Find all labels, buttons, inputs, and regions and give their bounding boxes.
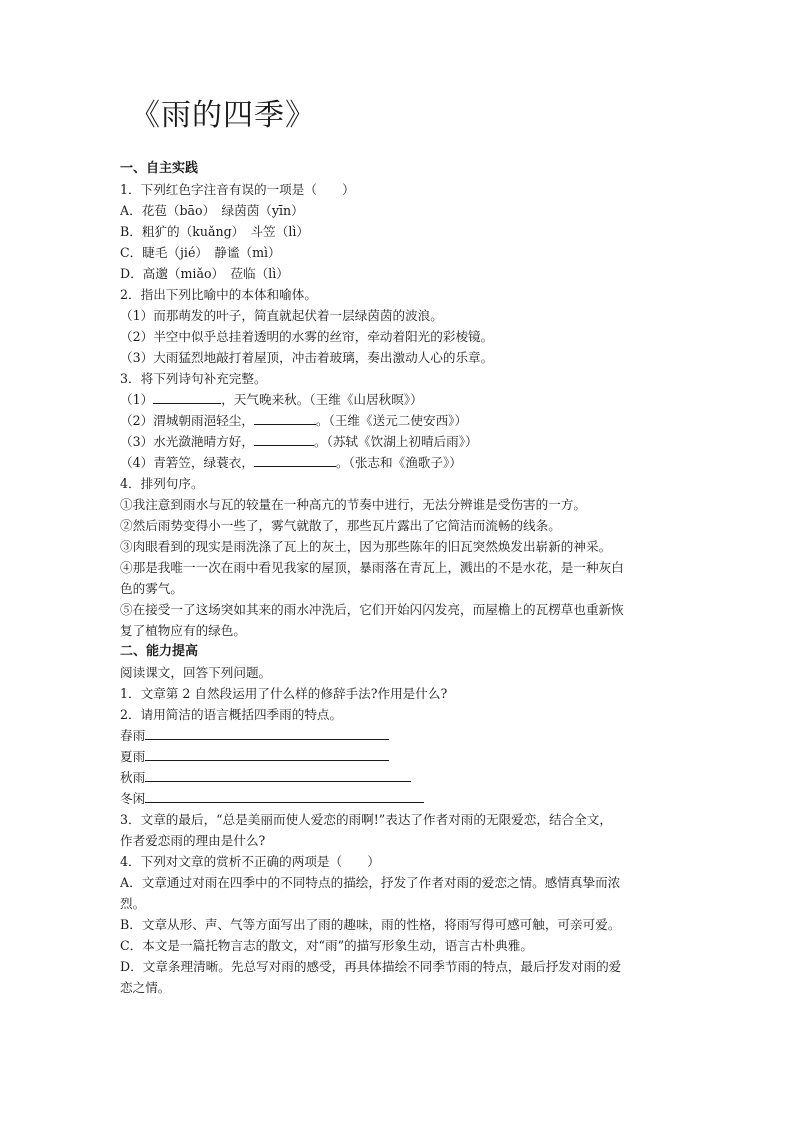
season-answer-row: [120, 788, 690, 809]
question-stem: 2．指出下列比喻中的本体和喻体。: [120, 287, 317, 302]
answer-blank[interactable]: [145, 746, 389, 761]
poem-item: [120, 389, 690, 410]
question-stem: 3．将下列诗句补充完整。: [120, 371, 267, 386]
answer-blank[interactable]: [254, 410, 316, 425]
season-label: 秋雨: [120, 770, 146, 785]
page-title: 《雨的四季》: [130, 98, 316, 133]
answer-blank[interactable]: [153, 389, 221, 404]
answer-blank[interactable]: [254, 431, 314, 446]
answer-blank[interactable]: [145, 788, 424, 803]
question-stem: 1．下列红色字注音有误的一项是（ ）: [120, 182, 355, 197]
option-b: B．粗犷的（kuǎng） 斗笠（lì）: [120, 224, 309, 239]
option-d-cont: 恋之情。: [120, 980, 171, 995]
answer-blank[interactable]: [145, 725, 389, 740]
poem-text: （2）渭城朝雨浥轻尘，: [120, 413, 254, 428]
option-d: D．文章条理清晰。先总写对雨的感受，再具体描绘不同季节雨的特点，最后抒发对雨的爱: [120, 959, 622, 974]
poem-text: 。（王维《送元二使安西》）: [315, 413, 468, 428]
question-stem: 4．下列对文章的赏析不正确的两项是（ ）: [120, 854, 380, 869]
poem-text: （4）青箬笠，绿蓑衣，: [120, 455, 254, 470]
sentence-item: ⑤在接受一了这场突如其来的雨水冲洗后，它们开始闪闪发亮，而屋檐上的瓦楞草也重新恢: [120, 602, 624, 617]
option-d: D．高邈（miǎo） 莅临（lì）: [120, 266, 289, 281]
poem-text: （1）: [120, 392, 154, 407]
worksheet-content: [120, 158, 690, 998]
sentence-item: ②然后雨势变得小一些了，雾气就散了，那些瓦片露出了它简洁而流畅的线条。: [120, 518, 561, 533]
poem-item: [120, 431, 690, 452]
option-a-cont: 烈。: [120, 896, 146, 911]
question-stem: 3．文章的最后，“总是美丽而使人爱恋的雨啊!”表达了作者对雨的无限爱恋，结合全文，: [120, 812, 612, 827]
question-stem: 1．文章第 2 自然段运用了什么样的修辞手法?作用是什么?: [120, 686, 448, 701]
reading-intro: 阅读课文，回答下列问题。: [120, 665, 272, 680]
section-heading: 二、能力提高: [120, 644, 199, 659]
sentence-item: ①我注意到雨水与瓦的较量在一种高亢的节奏中进行，无法分辨谁是受伤害的一方。: [120, 497, 586, 512]
metaphor-item: （3）大雨猛烈地敲打着屋顶，冲击着玻璃，奏出激动人心的乐章。: [120, 350, 494, 365]
option-b: B．文章从形、声、气等方面写出了雨的趣味，雨的性格，将雨写得可感可触，可亲可爱。: [120, 917, 621, 932]
season-label: 冬闲: [120, 791, 146, 806]
sentence-item-cont: 复了植物应有的绿色。: [120, 623, 246, 638]
season-label: 夏雨: [120, 749, 146, 764]
option-a: A．文章通过对雨在四季中的不同特点的描绘，抒发了作者对雨的爱恋之情。感情真挚而浓: [120, 875, 621, 890]
poem-text: 。（张志和《渔歌子》）: [335, 455, 462, 470]
season-answer-row: [120, 725, 690, 746]
answer-blank[interactable]: [254, 452, 336, 467]
option-a: A．花苞（bāo） 绿茵茵（yīn）: [120, 203, 304, 218]
sentence-item-cont: 色的雾气。: [120, 581, 183, 596]
poem-text: 。（苏轼《饮湖上初晴后雨》）: [313, 434, 478, 449]
option-c: C．睫毛（jié） 静谧（mì）: [120, 245, 281, 260]
season-answer-row: [120, 746, 690, 767]
metaphor-item: （1）而那萌发的叶子，简直就起伏着一层绿茵茵的波浪。: [120, 308, 443, 323]
poem-item: [120, 410, 690, 431]
question-stem: 2．请用简洁的语言概括四季雨的特点。: [120, 707, 343, 722]
sentence-item: ④那是我唯一一次在雨中看见我家的屋顶，暴雨落在青瓦上，溅出的不是水花，是一种灰白: [120, 560, 624, 575]
season-answer-row: [120, 767, 690, 788]
option-c: C．本文是一篇托物言志的散文，对“雨”的描写形象生动，语言古朴典雅。: [120, 938, 533, 953]
season-label: 春雨: [120, 728, 146, 743]
poem-text: （3）水光潋滟晴方好，: [120, 434, 254, 449]
question-stem: 4．排列句序。: [120, 476, 204, 491]
question-stem-cont: 作者爱恋雨的理由是什么?: [120, 833, 266, 848]
poem-item: [120, 452, 690, 473]
sentence-item: ③肉眼看到的现实是雨洗涤了瓦上的灰土，因为那些陈年的旧瓦突然焕发出崭新的神采。: [120, 539, 612, 554]
answer-blank[interactable]: [145, 767, 411, 782]
metaphor-item: （2）半空中似乎总挂着透明的水雾的丝帘，牵动着阳光的彩棱镜。: [120, 329, 494, 344]
poem-text: ，天气晚来秋。（王维《山居秋暝》）: [221, 392, 423, 407]
section-heading: 一、自主实践: [120, 161, 199, 176]
